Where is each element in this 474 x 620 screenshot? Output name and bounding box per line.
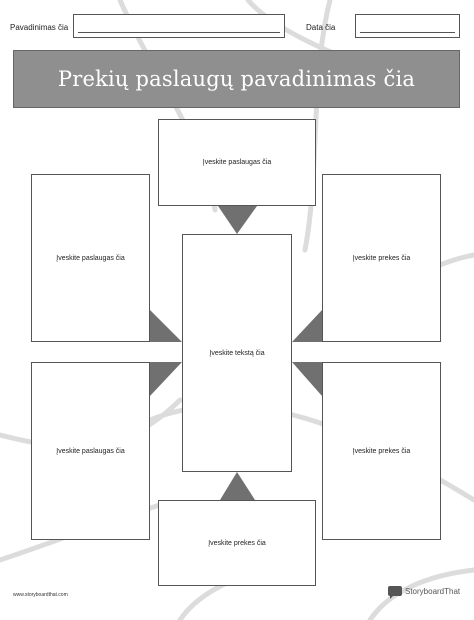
box-top-text: Įveskite paslaugas čia: [202, 159, 272, 166]
brand-name: StoryboardThat: [405, 586, 461, 596]
box-center-text: Įveskite tekstą čia: [209, 349, 265, 357]
page-title[interactable]: Prekių paslaugų pavadinimas čia: [57, 67, 416, 91]
box-right-lower-text: Įveskite prekes čia: [352, 447, 411, 455]
footer-url: www.storyboardthat.com: [13, 592, 68, 598]
name-label: Pavadinimas čia: [10, 23, 69, 32]
box-left-lower[interactable]: [31, 362, 150, 540]
brand-logo: [388, 586, 460, 596]
speech-bubble-icon: [388, 586, 402, 596]
connector-bottom: [220, 472, 255, 500]
connector-right-lower: [292, 362, 322, 396]
box-right-upper-text: Įveskite prekes čia: [352, 254, 411, 262]
connector-top: [218, 206, 257, 234]
date-label: Data čia: [306, 23, 336, 32]
box-left-lower-text: Įveskite paslaugas čia: [56, 447, 125, 455]
box-right-upper[interactable]: [322, 174, 441, 342]
box-center[interactable]: [182, 234, 292, 472]
box-bottom-text: Įveskite prekes čia: [208, 539, 266, 547]
connector-right-upper: [292, 310, 322, 342]
box-left-upper-text: Įveskite paslaugas čia: [56, 254, 125, 262]
connector-left-lower: [150, 362, 182, 396]
box-left-upper[interactable]: [31, 174, 150, 342]
box-bottom[interactable]: [158, 500, 316, 586]
connector-left-upper: [150, 310, 182, 342]
box-right-lower[interactable]: [322, 362, 441, 540]
box-top[interactable]: [158, 119, 316, 206]
